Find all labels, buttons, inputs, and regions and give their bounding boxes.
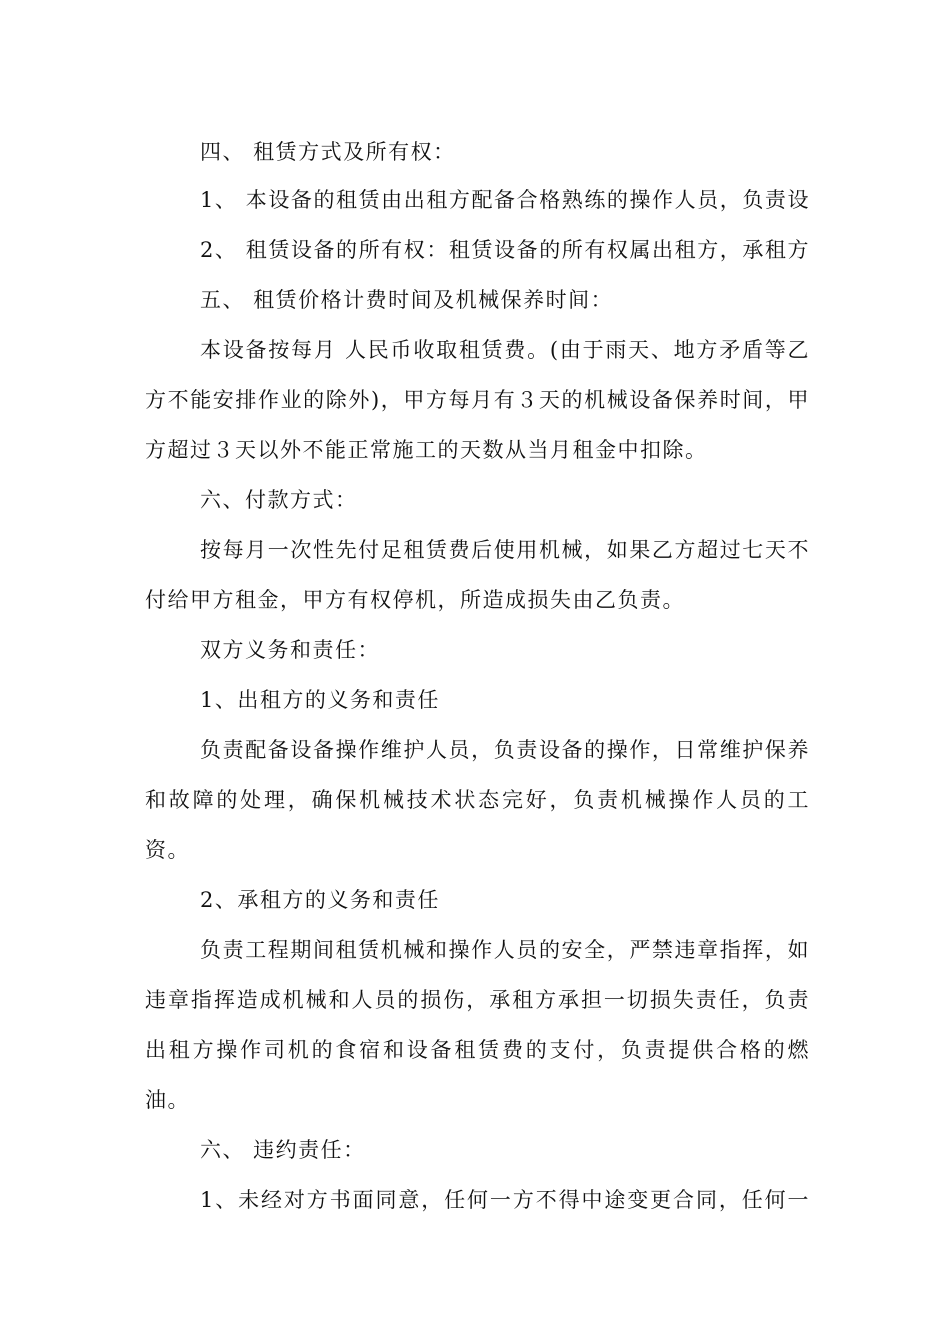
paragraph-line: 1、未经对方书面同意，任何一方不得中途变更合同，任何一 [200, 1188, 810, 1212]
paragraph-line: 本设备按每月 人民币收取租赁费。(由于雨天、地方矛盾等乙 [200, 338, 810, 362]
paragraph-line: 方不能安排作业的除外)，甲方每月有３天的机械设备保养时间，甲 [145, 388, 810, 412]
paragraph-line: 出租方操作司机的食宿和设备租赁费的支付，负责提供合格的燃 [145, 1038, 810, 1062]
paragraph-line: 方超过３天以外不能正常施工的天数从当月租金中扣除。 [145, 438, 708, 462]
subheading: 2、承租方的义务和责任 [200, 888, 440, 912]
paragraph-line: 违章指挥造成机械和人员的损伤，承租方承担一切损失责任，负责 [145, 988, 810, 1012]
paragraph-line: 1、 本设备的租赁由出租方配备合格熟练的操作人员，负责设 [200, 188, 810, 212]
section-heading-6: 六、付款方式： [200, 488, 358, 512]
paragraph-line: 2、 租赁设备的所有权：租赁设备的所有权属出租方，承租方 [200, 238, 810, 262]
paragraph-line: 负责配备设备操作维护人员，负责设备的操作，日常维护保养 [200, 738, 810, 762]
subheading: 1、出租方的义务和责任 [200, 688, 440, 712]
section-heading-5: 五、 租赁价格计费时间及机械保养时间： [200, 288, 614, 312]
paragraph-line: 按每月一次性先付足租赁费后使用机械，如果乙方超过七天不 [200, 538, 810, 562]
paragraph-line: 和故障的处理，确保机械技术状态完好，负责机械操作人员的工 [145, 788, 810, 812]
paragraph-line: 付给甲方租金，甲方有权停机，所造成损失由乙负责。 [145, 588, 685, 612]
paragraph-line: 负责工程期间租赁机械和操作人员的安全，严禁违章指挥，如 [200, 938, 810, 962]
section-heading-4: 四、 租赁方式及所有权： [200, 140, 456, 164]
section-heading-breach: 六、 违约责任： [200, 1138, 366, 1162]
section-heading-obligations: 双方义务和责任： [200, 638, 380, 662]
paragraph-line: 油。 [145, 1088, 190, 1112]
paragraph-line: 资。 [145, 838, 190, 862]
